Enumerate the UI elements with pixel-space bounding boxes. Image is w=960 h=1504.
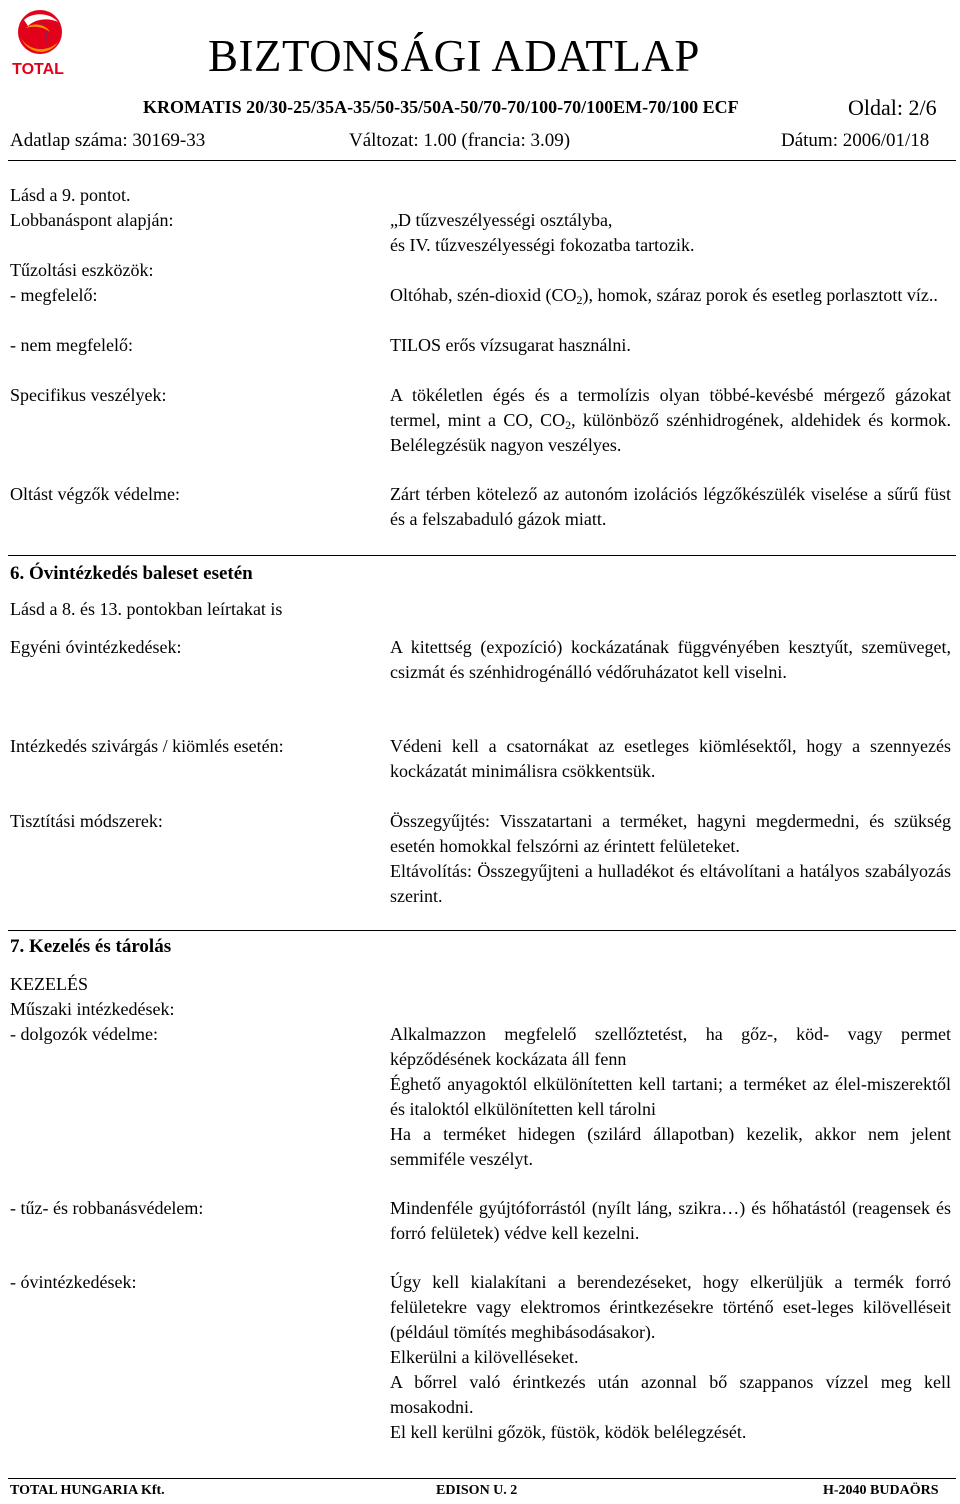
version: Változat: 1.00 (francia: 3.09) <box>349 130 571 151</box>
footer-street: EDISON U. 2 <box>436 1483 518 1498</box>
fire-text: Mindenféle gyújtóforrástól (nyílt láng, szikra…) és hőhatástól (reagensek és forró felületek) védve kell kezelni. <box>390 1198 951 1243</box>
leak-label: Intézkedés szivárgás / kiömlés esetén: <box>10 736 284 756</box>
hazards-text: A tökéletlen égés és a termolízis olyan többé-kevésbé mérgező gázokat termel, mint a CO, $CO_2$, különböző szénhidrogének, aldehidek és kormok. Belélegzésük nagyon veszélyes. <box>390 385 951 455</box>
personal-text: A kitettség (expozíció) kockázatának függvényében kesztyűt, szemüveget, csizmát és szénhidrogénálló védőruházatot kell viselni. <box>390 637 951 682</box>
leak-text: Védeni kell a csatornákat az esetleges kiömlésektől, hogy a szennyezés kockázatát minimálisra csökkentsük. <box>390 736 951 781</box>
section7-divider <box>8 930 956 931</box>
total-logo-icon <box>6 6 70 76</box>
workers-label: - dolgozók védelme: <box>10 1024 158 1044</box>
flash-label: Lobbanáspont alapján: <box>10 210 174 230</box>
precautions-text: Úgy kell kialakítani a berendezéseket, hogy elkerüljük a termék forró felületekre vagy elektromos érintkezésekre történő eset-leges kilövelléseit (például tömítés meghibásodásakor). Elkerülni a kilövelléseket. A bőrrel való érintkezés után azonnal bő szappanos vízzel meg kell mosakodni. El kell kerülni gőzök, füstök, ködök belélegzését. <box>390 1272 951 1442</box>
precautions-label: - óvintézkedések: <box>10 1272 137 1292</box>
page-number: Oldal: 2/6 <box>848 95 937 120</box>
document-title: BIZTONSÁGI ADATLAP <box>208 31 700 81</box>
suitable-label: - megfelelő: <box>10 285 98 305</box>
suitable-text: Oltóhab, szén-dioxid $(CO_2)$, homok, száraz porok és esetleg porlasztott víz.. <box>390 285 938 307</box>
see-sections-8-13: Lásd a 8. és 13. pontokban leírtakat is <box>10 599 283 619</box>
cleanup-label: Tisztítási módszerek: <box>10 811 163 831</box>
workers-text: Alkalmazzon megfelelő szellőztetést, ha gőz-, köd- vagy permet képződésének kockázata áll fenn Éghető anyagoktól elkülönítetten kell tartani; a terméket az élel-miszerektől és italoktól elkülönítetten kell tárolni Ha a terméket hidegen (szilárd állapotban) kezelik, akkor nem jelent semmiféle veszélyt. <box>390 1024 951 1169</box>
date: Dátum: 2006/01/18 <box>781 130 930 151</box>
section6-divider <box>8 555 956 556</box>
footer-city: H-2040 BUDAÖRS <box>823 1483 939 1498</box>
protection-label: Oltást végzők védelme: <box>10 484 180 504</box>
total-logo <box>6 6 70 76</box>
hazards-label: Specifikus veszélyek: <box>10 385 167 405</box>
fire-label: - tűz- és robbanásvédelem: <box>10 1198 204 1218</box>
section7-heading: 7. Kezelés és tárolás <box>10 936 172 957</box>
header-divider <box>8 160 956 161</box>
handling-subheading: KEZELÉS <box>10 974 88 994</box>
tools-label: Tűzoltási eszközök: <box>10 260 154 280</box>
logo-text: TOTAL <box>12 61 64 76</box>
unsuitable-label: - nem megfelelő: <box>10 335 133 355</box>
see-section-9: Lásd a 9. pontot. <box>10 185 131 205</box>
personal-label: Egyéni óvintézkedések: <box>10 637 182 657</box>
section6-heading: 6. Óvintézkedés baleset esetén <box>10 563 253 584</box>
flash-text: „D tűzveszélyességi osztályba, és IV. tűzveszélyességi fokozatba tartozik. <box>390 210 695 255</box>
product-name: KROMATIS 20/30-25/35A-35/50-35/50A-50/70-70/100-70/100EM-70/100 ECF <box>143 97 739 117</box>
sheet-number: Adatlap száma: 30169-33 <box>10 130 206 151</box>
unsuitable-text: TILOS erős vízsugarat használni. <box>390 335 631 355</box>
protection-text: Zárt térben kötelező az autonóm izolációs légzőkészülék viselése a sűrű füst és a felszabaduló gázok miatt. <box>390 484 951 529</box>
footer-divider <box>8 1478 956 1479</box>
footer-company: TOTAL HUNGARIA Kft. <box>10 1483 165 1498</box>
cleanup-text: Összegyűjtés: Visszatartani a terméket, hagyni megdermedni, és szükség esetén homokkal felszórni az érintett felületeket. Eltávolítás: Összegyűjteni a hulladékot és eltávolítani a hatályos szabályozás szerint. <box>390 811 951 906</box>
technical-measures-label: Műszaki intézkedések: <box>10 999 175 1019</box>
